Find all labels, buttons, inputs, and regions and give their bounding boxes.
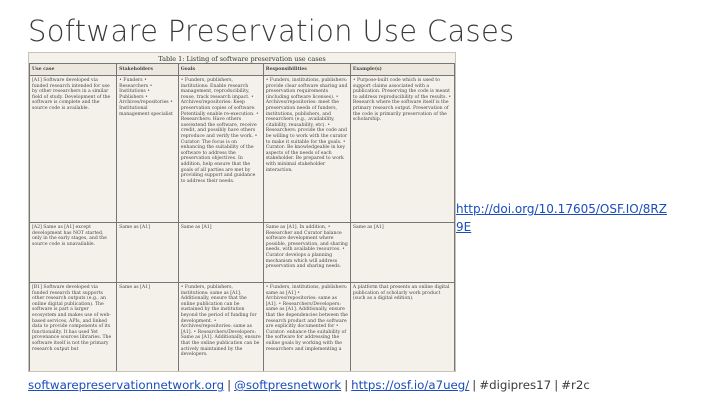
doi-link-line2[interactable]: 9E [456, 220, 472, 234]
footer-link-twitter[interactable]: @softpresnetwork [234, 378, 342, 392]
table-row [30, 223, 455, 283]
table-header-row [30, 64, 455, 76]
header-goals: Goals [178, 64, 263, 76]
table-cell: • Funders • Researchers • Institutions • Publishers • Archives/repositories • Institutional management specialist [117, 76, 179, 223]
table-cell: Same as [A1]. In addition, • Researcher and Curator balance software development where possible, preservation, and sharing needs, with available resources. • Curator develops a planning mechanism which will address preservation and sharing needs. [263, 223, 350, 283]
table-cell: Same as [A1] [350, 223, 454, 283]
footer-hashtag-digipres: #digipres17 [479, 378, 552, 392]
footer-hashtag-r2c: #r2c [561, 378, 590, 392]
header-responsibilities: Responsibilities [263, 64, 350, 76]
table-cell: A platform that presents an online digital publication of scholarly work product (such as a digital edition). [350, 283, 454, 373]
footer-link-website[interactable]: softwarepreservationnetwork.org [28, 378, 225, 392]
table-cell: Same as [A1] [117, 283, 179, 373]
footer [28, 378, 590, 392]
table-cell: [A1] Software developed via funded research intended for use by other researchers in a similar field of study. Development of the software is complete and the source code is available. [30, 76, 117, 223]
footer-separator: | [554, 378, 559, 392]
table-cell: • Funders, publishers, institutions: Enable research management, reproducibility, reuse, track research impact. • Archives/repositories: Keep preservation copies of software. Potentially enable re-execution. • Researchers: Have others use/extend the software, receive credit, and possibly have others reproduce and verify the work. • Curator: The focus is on enhancing the suitability of the software to address the preservation objectives. In addition, help ensure that the goals of all parties are met by providing support and guidance to address their needs. [178, 76, 263, 223]
table-cell: • Funders, publishers, institutions: same as [A1]. Additionally, ensure that the online publication can be sustained by the institution beyond the period of funding for development. • Archives/repositories: same as [A1]. • Researchers/Developers: Same as [A1]. Additionally, ensure that the online publication can be actively maintained by the developers. [178, 283, 263, 373]
table-caption: Table 1: Listing of software preservation use cases [158, 55, 326, 63]
table-cell: Same as [A1] [117, 223, 179, 283]
use-case-table-image [28, 52, 456, 372]
footer-link-osf[interactable]: https://osf.io/a7ueg/ [351, 378, 470, 392]
footer-separator: | [344, 378, 349, 392]
slide-title: Software Preservation Use Cases [28, 14, 515, 48]
header-use-case: Use case [30, 64, 117, 76]
footer-separator: | [227, 378, 232, 392]
table-cell: • Funders, institutions, publishers: same as [A1] • Archives/repositories: same as [A1]. • Researchers/Developers: same as [A1]. Additionally, ensure that the dependencies between the research product and the software are explicitly documented for • Curator: enhance the suitability of the software for addressing the online goals by working with the researchers and implementing a [263, 283, 350, 373]
table-row [30, 283, 455, 373]
use-case-table [29, 63, 455, 372]
header-examples: Example(s) [350, 64, 454, 76]
footer-separator: | [472, 378, 477, 392]
doi-link[interactable] [456, 200, 706, 236]
table-cell: • Funders, institutions, publishers: provide clear software sharing and preservation requirements (including software licenses). • Archives/repositories: meet the preservation needs of funders, institutions, publishers, and researchers (e.g., availability, citability, reusability, etc). • Researchers: provide the code and be willing to work with the curator to make it suitable for the goals. • Curator: Be knowledgeable in key aspects of the needs of each stakeholder. Be prepared to work with minimal stakeholder interaction. [263, 76, 350, 223]
table-cell: Same as [A1] [178, 223, 263, 283]
table-cell: [A2] Same as [A1] except development has NOT started, only in the early stages, and the source code is unavailable. [30, 223, 117, 283]
table-cell: • Purpose-built code which is used to support claims associated with a publication. Preserving the code is meant to address reproducibility of the results. • Research where the software itself is the primary research output. Preservation of the code is primarily preservation of the scholarship. [350, 76, 454, 223]
table-row [30, 76, 455, 223]
doi-link-line1[interactable]: http://doi.org/10.17605/OSF.IO/8RZ [456, 202, 667, 216]
header-stakeholders: Stakeholders [117, 64, 179, 76]
table-cell: [B1] Software developed via funded research that supports other research outputs (e.g., an online digital publication). The software is part a larger ecosystem and makes use of web-based services, APIs, and linked data to provide components of its functionality. It has used Yet provenance sources libraries. The software itself is not the primary research output but [30, 283, 117, 373]
